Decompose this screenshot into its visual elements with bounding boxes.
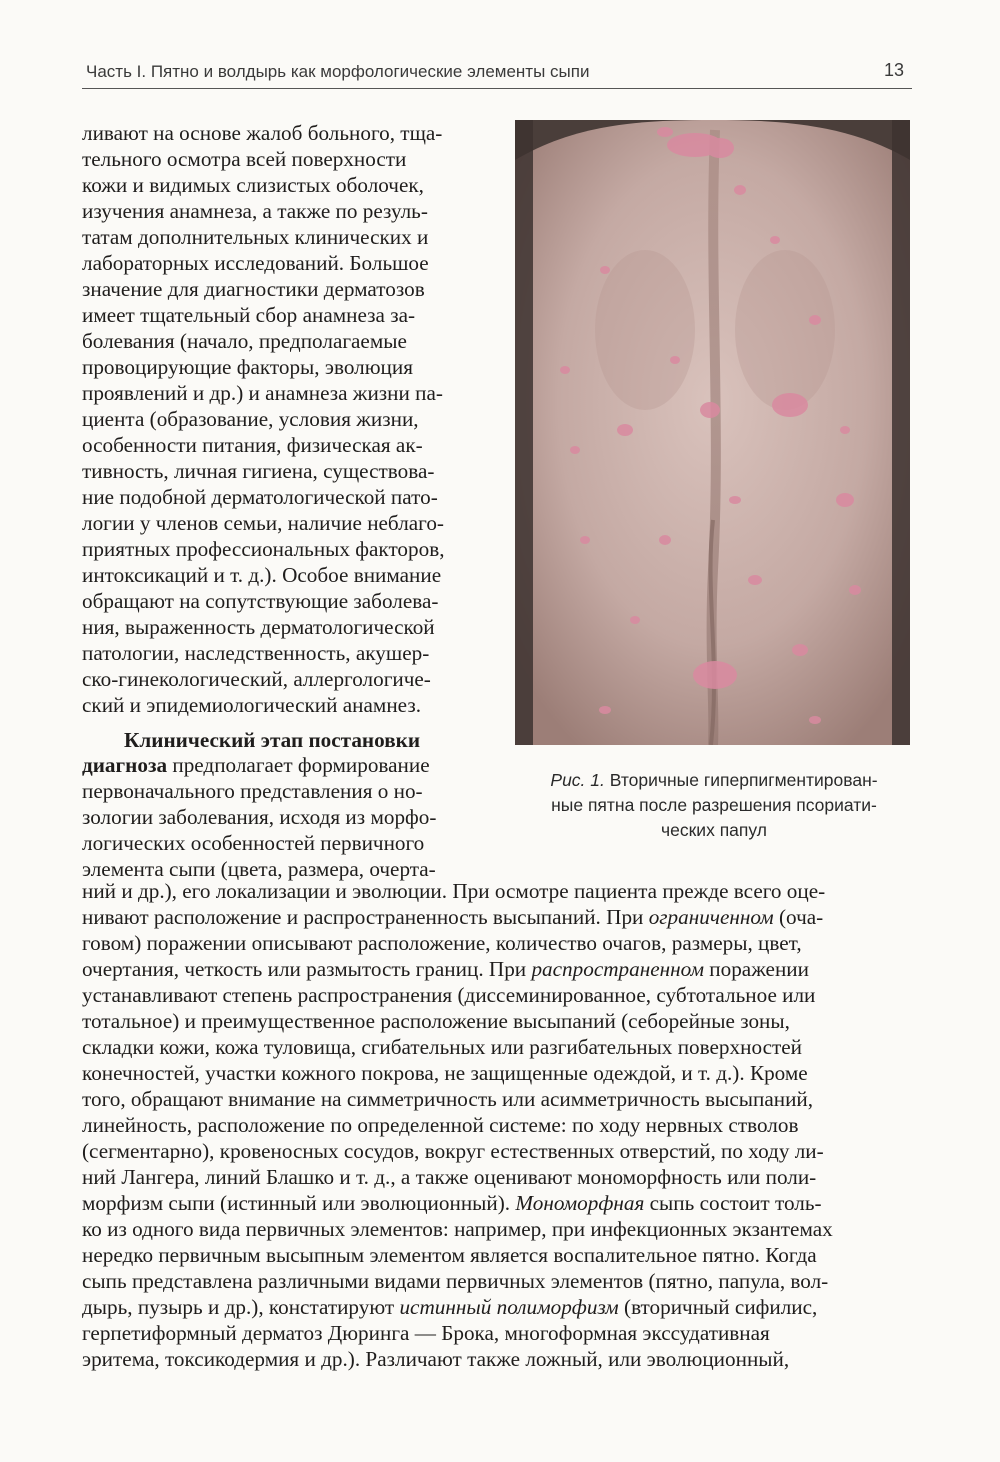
- header-title: Часть I. Пятно и волдырь как морфологические элементы сыпи: [86, 62, 590, 81]
- column-line: зологии заболевания, исходя из морфо-: [82, 805, 437, 829]
- running-header: [82, 62, 912, 92]
- column-line: значение для диагностики дерматозов: [82, 277, 425, 301]
- column-line: логических особенностей первичного: [82, 831, 425, 855]
- term-monomorphic: Мономорфная: [515, 1191, 645, 1215]
- column-line: интоксикаций и т. д.). Особое внимание: [82, 563, 442, 587]
- header-rule: [82, 88, 912, 89]
- full-line-3: говом) поражении описывают расположение, количество очагов, размеры, цвет,: [82, 931, 802, 955]
- term-widespread: распространенном: [531, 957, 704, 981]
- term-limited: ограниченном: [648, 905, 774, 929]
- caption-line-2: ные пятна после разрешения псориати-: [551, 795, 877, 815]
- full-line-6: тотальное) и преимущественное расположение высыпаний (себорейные зоны,: [82, 1009, 790, 1033]
- column-line: циента (образование, условия жизни,: [82, 407, 419, 431]
- full-line-4c: поражении: [703, 957, 809, 981]
- caption-label: Рис. 1.: [550, 770, 605, 790]
- column-line: первоначального представления о но-: [82, 779, 423, 803]
- column-line: ливают на основе жалоб больного, тща-: [82, 121, 443, 145]
- column-line: тельного осмотра всей поверхности: [82, 147, 407, 171]
- full-line-17: [82, 1294, 817, 1320]
- column-line: особенности питания, физическая ак-: [82, 433, 423, 457]
- clinical-heading: Клинический этап постановки: [124, 728, 421, 752]
- column-line: имеет тщательный сбор анамнеза за-: [82, 303, 416, 327]
- full-line-1: ний и др.), его локализации и эволюции. При осмотре пациента прежде всего оце-: [82, 879, 826, 903]
- full-line-15: нередко первичным высыпным элементом является воспалительное пятно. Когда: [82, 1243, 817, 1267]
- page-number: 13: [883, 60, 904, 80]
- full-line-4: [82, 956, 809, 982]
- column-line: элемента сыпи (цвета, размера, очерта-: [82, 857, 436, 881]
- full-line-13: [82, 1190, 822, 1216]
- clinical-heading-line: [124, 727, 420, 753]
- full-line-14: ко из одного вида первичных элементов: например, при инфекционных экзантемах: [82, 1217, 833, 1241]
- full-line-9: того, обращают внимание на симметричность или асимметричность высыпаний,: [82, 1087, 814, 1111]
- term-true-polymorphism: истинный полиморфизм: [399, 1295, 619, 1319]
- column-line: провоцирующие факторы, эволюция: [82, 355, 413, 379]
- column-line: приятных профессиональных факторов,: [82, 537, 445, 561]
- full-line-19: эритема, токсикодермия и др.). Различают также ложный, или эволюционный,: [82, 1347, 790, 1371]
- full-line-13c: сыпь состоит толь-: [644, 1191, 822, 1215]
- full-line-17c: (вторичный сифилис,: [618, 1295, 818, 1319]
- full-line-17a: дырь, пузырь и др.), констатируют: [82, 1295, 400, 1319]
- column-line: проявлений и др.) и анамнеза жизни па-: [82, 381, 443, 405]
- full-line-10: линейность, расположение по определенной системе: по ходу нервных стволов: [82, 1113, 799, 1137]
- column-line: патологии, наследственность, акушер-: [82, 641, 430, 665]
- column-line: ский и эпидемиологический анамнез.: [82, 693, 422, 717]
- full-line-5: устанавливают степень распространения (диссеминированное, субтотальное или: [82, 983, 816, 1007]
- full-line-16: сыпь представлена различными видами первичных элементов (пятно, папула, вол-: [82, 1269, 829, 1293]
- column-line: изучения анамнеза, а также по резуль-: [82, 199, 428, 223]
- full-line-12: ний Лангера, линий Блашко и т. д., а также оценивают мономорфность или поли-: [82, 1165, 817, 1189]
- column-line: кожи и видимых слизистых оболочек,: [82, 173, 424, 197]
- full-line-8: конечностей, участки кожного покрова, не защищенные одеждой, и т. д.). Кроме: [82, 1061, 808, 1085]
- clinical-heading-end: диагноза: [82, 753, 168, 777]
- full-line-4a: очертания, четкость или размытость границ. При: [82, 957, 532, 981]
- full-line-7: складки кожи, кожа туловища, сгибательных или разгибательных поверхностей: [82, 1035, 802, 1059]
- full-line-11: (сегментарно), кровеносных сосудов, вокруг естественных отверстий, по ходу ли-: [82, 1139, 824, 1163]
- caption-line-1: [505, 768, 923, 793]
- caption-line-3: ческих папул: [661, 820, 767, 840]
- column-line: ско-гинекологический, аллергологиче-: [82, 667, 431, 691]
- figure-photo: [515, 120, 910, 745]
- column-line: татам дополнительных клинических и: [82, 225, 429, 249]
- column-line: болевания (начало, предполагаемые: [82, 329, 407, 353]
- column-line: ния, выраженность дерматологической: [82, 615, 435, 639]
- clinical-heading-line-2: [82, 752, 430, 778]
- column-line: логии у членов семьи, наличие неблаго-: [82, 511, 444, 535]
- caption-text-1: Вторичные гиперпигментирован-: [609, 770, 878, 790]
- full-line-2: [82, 904, 823, 930]
- full-line-2c: (оча-: [773, 905, 824, 929]
- column-line: ние подобной дерматологической пато-: [82, 485, 438, 509]
- back-photo-illustration: [515, 120, 910, 745]
- column-line: тивность, личная гигиена, существова-: [82, 459, 435, 483]
- full-line-18: герпетиформный дерматоз Дюринга — Брока, многоформная экссудативная: [82, 1321, 770, 1345]
- column-line: лабораторных исследований. Большое: [82, 251, 429, 275]
- column-line: обращают на сопутствующие заболева-: [82, 589, 439, 613]
- figure-caption: [505, 768, 923, 843]
- clinical-heading-rest: предполагает формирование: [167, 753, 430, 777]
- full-line-2a: нивают расположение и распространенность высыпаний. При: [82, 905, 649, 929]
- full-line-13a: морфизм сыпи (истинный или эволюционный).: [82, 1191, 516, 1215]
